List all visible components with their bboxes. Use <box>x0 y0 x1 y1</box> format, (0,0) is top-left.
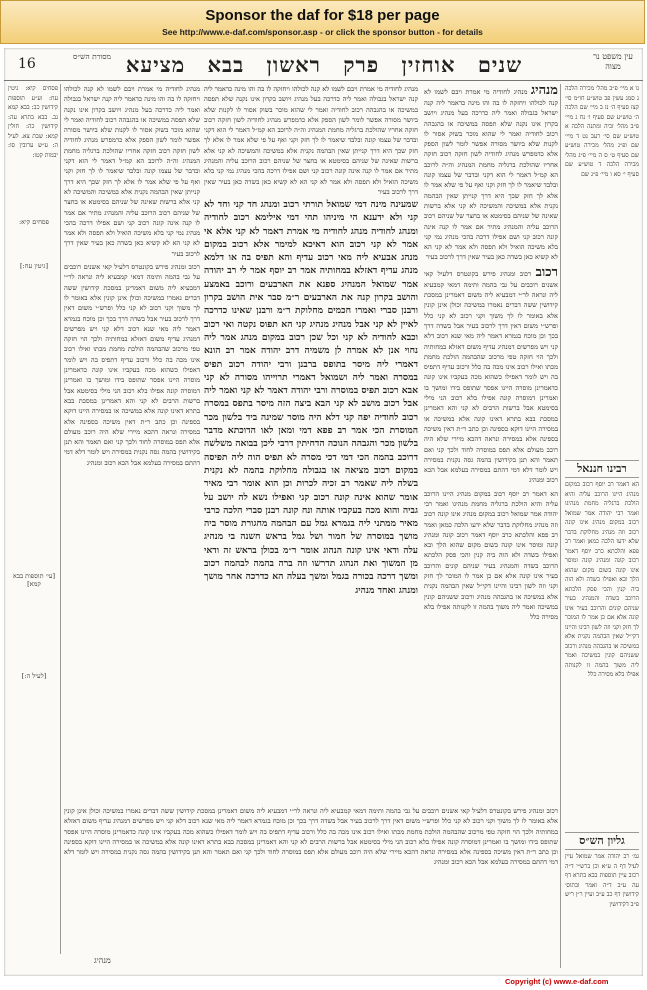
column-divider <box>60 84 61 954</box>
sponsor-banner[interactable] <box>0 0 645 44</box>
copyright-notice[interactable]: Copyright (c) www.e-daf.com <box>505 977 609 986</box>
tosafot-lead-word: רכוב <box>535 264 558 280</box>
margin-note: [עי׳ תוספות בבא קמא] <box>12 572 56 588</box>
talmud-page <box>4 48 643 976</box>
ein-mishpat-label: עין משפט נר מצוה <box>593 52 633 71</box>
running-head: שנים אוחזין פרק ראשון בבא מציעא <box>125 52 523 77</box>
rashi-lead-word: מנהיג <box>530 83 558 98</box>
gemara-main-column <box>204 198 418 798</box>
tosafot-text-cont: הא דאמר רב יוסף רכוב במקום מנהיג היינו הרוכב עליה והיא הולכת ברגליה מחמת מנהיגו ואמר רבי יהודה אמר שמואל רכוב במקום מנהיג אינו קונה רכוב וזה מנהיג מחלוקת בדבר שלא ידעו הלכה כמאן ואמר רב פפא והלכתא כרב יוסף דאמר רכוב קונה ומנהיג קונה ומוסר אינו קונה בשום מקום שהוא הלך ובא ואפילו בשדה ולא הוה ביה קנין והכי פסק הלכתא הרוכב בשדה והמנהיג בעיר שניהם קונים והרוכב בעיר אינו קונה אלא אם כן אמר לו המוכר לך חזק וקני וזה לשון רבינו והיינו דקי״ל שאין הבהמה נקנית אלא במשיכה או בהגבהה מנהיג ורכוב ששניהם קונין במשיכה ואמר ליה משוך בהמה זו לקנותה אפילו בלא מסירה כלל <box>424 489 558 622</box>
gilyon-title: גליון הש״ס <box>565 832 639 850</box>
tosafot-text: רכוב ומנהיג פירש בקונטרס דלעיל קאי אשנים רוכבים על גבי בהמה ותימה דמאי קמבעיא ליה ונראה לר״י דמבעיא ליה משום דאמרינן במסכת קידושין ששה דברים נאמרו במשיכה וכולן אינן קונין אלא באומר לו לך משוך וקני רכוב לא קני כלל ופרש״י משום דאין דרך לרכוב בעיר אבל בשדה דרך בכך וכן מוכח בגמרא דאמר ליה מאי שנא רכוב דלא קני ויש מפרשים דמנהיג עדיף משום דאזלא במחותיה ולכך הוי חזקה טפי מרכוב שהבהמה הולכת מחמת מכתו ואילו רכוב אינו מכה בה כלל ורכוב עדיף דתפיס בה ויש לומר דאפילו כשהוא מכה בעקביו אינו קונה כדאמרינן מוסרה היינו אפסר שתופס בידו ומושך בו ואמרינן דמוסרה קונה אפילו בלא רכוב הני מילי בסימטא אבל ברשות הרבים לא קני והא דאמרינן במסכת בבא בתרא דאינו קונה אלא במשיכה או במסירה היינו דוקא בספינה וכן כתב ר״ת דאין משיכה בספינה אלא במסירה ונראה דהכא מיירי שלא היה רוכב מעולם אלא תפס במוסרה לחוד ולכך קני ואם תאמר והא תנן בקידושין בהמה גסה נקנית במסירה ויש לומר דלא דמי דהתם במסירה בעלמא אבל הכא רכוב ומנהיג <box>424 269 558 485</box>
margin-note: פסחים קיא: <box>18 218 50 226</box>
page-number: 16 <box>18 56 36 72</box>
rashi-text: מנהיג לחודיה מי אמרת ויבם לשמו לא קנה לכולהו ויחזקה לו בה והו מינה כדאמר ליה קנה ישראל בגבולה ואמר ליה כדרכה בעל מנהיג ויושב בקרון אינו נקנה שלא תפסה במשיכה או בהגבהה רכוב לחודיה ואמר לי שהוא מוכר בשוק אסור לו לקנות שלא ביושר מסורה אפשר לומר לשון הספק אלא כדמפרש מנהיג לחודיה לשון חזקה רכוב חזקה אחריו שהולכת ברגליה מחמת המנהיג וה״ה לרוכב הא קמ״ל דאמר לי הוא דקני ובדבר של עצמו קונה ובלבד שיאמר לו לך חזק וקני ואף על פי שלא אמר לו אלא לך חזק שכך היא דרך קנייתן שאין הבהמה נקנית אלא במשיכה והמשיכה לא קני אלא ברשות שאינה של שניהם בסימטא או בחצר של שניהם רכוב הרוכב עליה והמנהיג מתיר אם אמר לו קנה אינה קונה רכוב קני ושם אפילו דרכה בהכי מנהיג נמי קני בלא משיכה הואיל ולא תפסה ולא אמר לא קני הא לא קשיא כאן בשדה כאן בעיר שאין דרך לרכוב בעיר <box>424 88 558 262</box>
rashi-column-text-2: רכוב ומנהיג פירש בקונטרס דלעיל קאי אשנים רוכבים על גבי בהמה ותימה דמאי קמבעיא ליה ונראה לר״י דמבעיא ליה משום דאמרינן במסכת קידושין ששה דברים נאמרו במשיכה וכולן אינן קונין אלא באומר לו לך משוך וקני רכוב לא קני כלל ופרש״י משום דאין דרך לרכוב בעיר אבל בשדה דרך בכך וכן מוכח בגמרא דאמר ליה מאי שנא רכוב דלא קני ויש מפרשים דמנהיג עדיף משום דאזלא במחותיה ולכך הוי חזקה טפי מרכוב שהבהמה הולכת מחמת מכתו ואילו רכוב אינו מכה בה כלל ורכוב עדיף דתפיס בה ויש לומר דאפילו כשהוא מכה בעקביו אינו קונה כדאמרינן מוסרה היינו אפסר שתופס בידו ומושך בו ואמרינן דמוסרה קונה אפילו בלא רכוב הני מילי בסימטא אבל ברשות הרבים לא קני והא דאמרינן במסכת בבא בתרא דאינו קונה אלא במשיכה או במסירה היינו דוקא בספינה וכן כתב ר״ת דאין משיכה בספינה אלא במסירה ונראה דהכא מיירי שלא היה רוכב מעולם אלא תפס במוסרה לחוד ולכך קני ואם תאמר והא תנן בקידושין בהמה גסה נקנית במסירה ויש לומר דלא דמי דהתם במסירה בעלמא אבל הכא רכוב ומנהיג <box>64 263 200 467</box>
rashi-column-text: מנהיג לחודיה מי אמרת ויבם לשמו לא קנה לכולהו ויחזקה לו בה והו מינה כדאמר ליה קנה ישראל בגבולה ואמר ליה כדרכה בעל מנהיג ויושב בקרון אינו נקנה שלא תפסה במשיכה או בהגבהה רכוב לחודיה ואמר לי שהוא מוכר בשוק אסור לו לקנות שלא ביושר מסורה אפשר לומר לשון הספק אלא כדמפרש מנהיג לחודיה לשון חזקה רכוב חזקה אחריו שהולכת ברגליה מחמת המנהיג וה״ה לרוכב הא קמ״ל דאמר לי הוא דקני ובדבר של עצמו קונה ובלבד שיאמר לו לך חזק וקני ואף על פי שלא אמר לו אלא לך חזק שכך היא דרך קנייתן שאין הבהמה נקנית אלא במשיכה והמשיכה לא קני אלא ברשות שאינה של שניהם בסימטא או בחצר של שניהם רכוב הרוכב עליה והמנהיג מתיר אם אמר לו קנה אינה קונה רכוב קני ושם אפילו דרכה בהכי מנהיג נמי קני בלא משיכה הואיל ולא תפסה ולא אמר לא קני הא לא קשיא כאן בשדה כאן בעיר שאין דרך לרכוב בעיר <box>64 85 200 258</box>
margin-note: [גיטין עח:] <box>20 262 48 270</box>
rabbeinu-chananel-column <box>565 456 639 702</box>
gilyon-column <box>565 828 639 968</box>
rashi-top-text: מנהיג לחודיה מי אמרת ויבם לשמו לא קנה לכולהו ויחזקה לו בה והו מינה כדאמר ליה קנה ישראל בגבולה ואמר ליה כדרכה בעל מנהיג ויושב בקרון אינו נקנה שלא תפסה במשיכה או בהגבהה רכוב לחודיה ואמר לי שהוא מוכר בשוק אסור לו לקנות שלא ביושר מסורה אפשר לומר לשון הספק אלא כדמפרש מנהיג לחודיה לשון חזקה רכוב חזקה אחריו שהולכת ברגליה מחמת המנהיג וה״ה לרוכב הא קמ״ל דאמר לי הוא דקני ובדבר של עצמו קונה ובלבד שיאמר לו לך חזק וקני ואף על פי שלא אמר לו אלא לך חזק שכך היא דרך קנייתן שאין הבהמה נקנית אלא במשיכה והמשיכה לא קני אלא ברשות שאינה של שניהם בסימטא או בחצר של שניהם רכוב הרוכב עליה והמנהיג מתיר אם אמר לו קנה אינה קונה רכוב קני ושם אפילו דרכה בהכי מנהיג נמי קני בלא משיכה הואיל ולא תפסה ולא אמר לא קני הא לא קשיא כאן בשדה כאן בעיר שאין דרך לרכוב בעיר <box>204 85 418 196</box>
commentary-bottom-text: רכוב ומנהיג פירש בקונטרס דלעיל קאי אשנים רוכבים על גבי בהמה ותימה דמאי קמבעיא ליה ונראה לר״י דמבעיא ליה משום דאמרינן במסכת קידושין ששה דברים נאמרו במשיכה וכולן אינן קונין אלא באומר לו לך משוך וקני רכוב לא קני כלל ופרש״י משום דאין דרך לרכוב בעיר אבל בשדה דרך בכך וכן מוכח בגמרא דאמר ליה מאי שנא רכוב דלא קני ויש מפרשים דמנהיג עדיף משום דאזלא במחותיה ולכך הוי חזקה טפי מרכוב שהבהמה הולכת מחמת מכתו ואילו רכוב אינו מכה בה כלל ורכוב עדיף דתפיס בה ויש לומר דאפילו כשהוא מכה בעקביו אינו קונה כדאמרינן מוסרה היינו אפסר שתופס בידו ומושך בו ואמרינן דמוסרה קונה אפילו בלא רכוב הני מילי בסימטא אבל ברשות הרבים לא קני והא דאמרינן במסכת בבא בתרא דאינו קונה אלא במשיכה או במסירה היינו דוקא בספינה וכן כתב ר״ת דאין משיכה בספינה אלא במסירה ונראה דהכא מיירי שלא היה רוכב מעולם אלא תפס במוסרה לחוד ולכך קני ואם תאמר והא תנן בקידושין בהמה גסה נקנית במסירה ויש לומר דלא דמי דהתם במסירה בעלמא אבל הכא רכוב ומנהיג <box>64 807 558 867</box>
masoret-column <box>8 84 58 159</box>
catchword: מנהיג <box>94 956 111 965</box>
column-divider <box>560 84 561 968</box>
rashi-top-block <box>204 84 418 194</box>
masoret-label: מסורת הש״ס <box>72 52 111 61</box>
rabbeinu-text: הא דאמר רב יוסף רכוב במקום מנהיג היינו הרוכב עליה והיא הולכת ברגליה מחמת מנהיגו ואמר רבי יהודה אמר שמואל רכוב במקום מנהיג אינו קונה רכוב וזה מנהיג מחלוקת בדבר שלא ידעו הלכה כמאן ואמר רב פפא והלכתא כרב יוסף דאמר רכוב קונה ומנהיג קונה ומוסר אינו קונה בשום מקום שהוא הלך ובא ואפילו בשדה ולא הוה ביה קנין והכי פסק הלכתא הרוכב בשדה והמנהיג בעיר שניהם קונים והרוכב בעיר אינו קונה אלא אם כן אמר לו המוכר לך חזק וקני וזה לשון רבינו והיינו דקי״ל שאין הבהמה נקנית אלא במשיכה או בהגבהה מנהיג ורכוב ששניהם קונין במשיכה ואמר ליה משוך בהמה זו לקנותה אפילו בלא מסירה כלל <box>565 481 639 678</box>
commentary-bottom-block <box>64 806 558 954</box>
gilyon-text: גמ׳ רב יהודה אמר שמואל עיין לעיל דף ה ע״א וכן ברש״י ד״ה רכוב עיין תוספות בבא בתרא דף עה ע״ב ד״ה ואמר ובתוס׳ קידושין דף כב ע״ב ועיין ר״ן ריש פ״ב דקידושין <box>565 853 639 908</box>
page-header <box>4 48 643 81</box>
sponsor-subtitle[interactable]: See http://www.e-daf.com/sponsor.asp - or click the sponsor button - for details <box>162 27 483 37</box>
rashi-column <box>64 84 200 802</box>
gemara-text: שמעינה מינה דמי שמואל תורתי רכוב ומנהג חד קני וחד לא קני ולא ידענא הי מיניהו תהי דמי אילימא רכוב לחודיה ומנהג לחודיה מנהג לחודיה מי אמרת דאמר לא קני אלא אי אמר לא קני רכוב הוא דאיכא למימר אלא רכוב במקום מנהג אבעיא ליה מאי רכוב עדיף והא תפיס בה או דלמא מנהג עדיף דאזלא במחותיה אמר רב יוסף אמר לי רב יהודה אמר שמואל המנהיג ספנא את הארבעים ורוכב באמצע והושב בקרון קנה את הארבעים ר״מ סבר אית הושב בקרון ורבנן סברי ואמרו חכמים מחלוקת ר״מ ורבנן שאינו כדרכה לאיין לא קני אבל מנהיג מנהיג קני הא תפוס נקטה ואי רכוב וכבא לחודיה לא קני וכל שכן רכוב במקום מנהג אמר ליה נחוי אנן לא אמרה לן משמיה דרב יהודה אמר רב הונא דאמרי ליה מיסר בתופס ברבנן ורבי יהודה רכוב תפיס במסרה ואמר ליה ושמואל דאמרי תרוייהו מסורה לא קני אבא רכוב תפיס במוסרה ורבי יהודה דאמר לא קני ואמר ליה אבל רכוב מושב לא קני הבא ביצה הזה מיסר בתפס במסרה רכוב לחודיה יפה קני דלא היה מוסר שמינה ביד בלשון מכר המוסרת הכי אמר רב פפא דמי ומאן לאו הדוכתא מדבר בלשון מכר והגבהה הנוכה הדחיתין דרבי ליכן בבואה משלשה דרוכב בהמה הכי דמי דכי מסרה לא תפיס הוה ליה תפיסה במקום רכוב מציאה או בגבולה מחלוקת בהמה לא נקנית בשלה ליה שאמר רב זכיה לכרות וכן הוא אומר רבי מאיר אומר שהוא אינה קונה רכוב קני ואפילו נשא לה יושב על גביה והוא מכה בעקביו אותה ונח קונה רבנן סברי הלכה כרבי מאיר ממתני ליה בגמרא גמל עם הבהמה מחגורת מוסר ביה מושך במוסרה של חמור ושל גמל בראש חשנה בי מנהיג עלה ודאי אינו קונה הנהוג אומר ר״מ בכולן בראש זה ודאי מן המשוך ואת הנהוג תדרשו וזה ברה בהמה לבהמה רכוב ומשך דרכה בכורה בגמל ומשך בעלה הא כדרכה אחר מושך ומנהג ואחד מנהיג <box>204 199 418 596</box>
sponsor-title[interactable]: Sponsor the daf for $18 per page <box>205 7 440 24</box>
ein-mishpat-column <box>565 84 639 384</box>
margin-note: [לעיל ה:] <box>21 672 47 680</box>
rabbeinu-title: רבינו חננאל <box>565 460 639 478</box>
ein-mishpat-text: נו א מיי׳ פ״ב מהל׳ מכירה הלכה ג סמג עשין פב טוש״ע חו״מ סי׳ קצז סעיף ה׳ נז ב מיי׳ שם הלכה ה׳ טוש״ע שם סעיף ו׳ נח ג מיי׳ פ״ב מהל׳ זכיה ומתנה הלכה א טוש״ע שם סי׳ רעב נט ד מיי׳ שם ופ״ג מהל׳ מכירה טוש״ע שם סעיף ט׳ ס ה מיי׳ פ״ג מהל׳ מכירה הלכה ד טוש״ע שם סעיף י׳ סא ו מיי׳ פ״ג שם <box>565 85 639 178</box>
masoret-text: פסחים קיא: גיטין עח: וע״ע תוספות קידושין כב: בבא קמא נב. בבא בתרא עה: קידושין כה: חולין קמא: שבת צא. לעיל ה: ע״ש ערובין סו: יבמות קטו: <box>8 85 58 159</box>
